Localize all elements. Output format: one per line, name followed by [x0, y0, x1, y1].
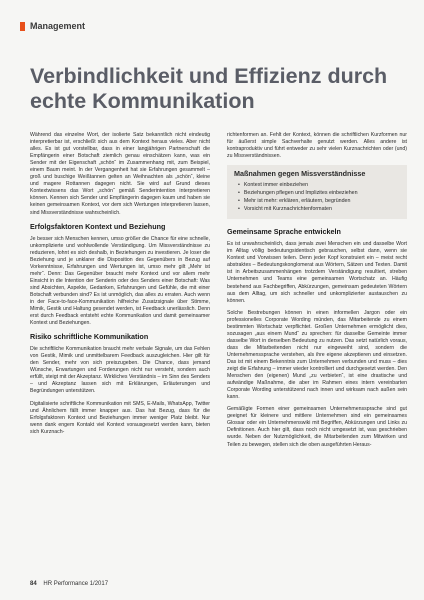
- page-footer: [30, 581, 108, 587]
- list-item: • Mehr ist mehr: erklären, erläutern, begründen: [238, 197, 400, 205]
- journal-name: HR Performance 1/2017: [43, 581, 109, 587]
- article-title: Verbindlichkeit und Effizienz durch echte Kommunikation: [30, 64, 388, 113]
- subheading-kontext: Erfolgsfaktoren Kontext und Beziehung: [30, 221, 166, 231]
- paragraph: Die schriftliche Kommunikation braucht mehr verbale Signale, um das Fehlen von Gestik, Mimik und unmittelbarem Feedback auszugleichen. Hier gilt für den Sender, mehr von sich preiszugeben. Die Chance, dass jemand Wünsche, Erwartungen und Forderungen nicht nur versteht, sondern auch erfüllt, steigt mit der Akzeptanz. Wirkliches Verständnis – im Sinn des Senders – und Akzeptanz lassen sich mit Erklärungen, Erläuterungen und Begründungen unterstützen.: [30, 346, 210, 395]
- list-item: • Vorsicht mit Kurznachrichtenformaten: [238, 205, 400, 213]
- intro-paragraph: Während das einzelne Wort, der isolierte Satz bekanntlich nicht eindeutig interpretierbar ist, erschließt sich aus dem Kontext heraus vieles. Aber nicht alles. Es ist gut vorstellbar, dass in einer langjährigen Partnerschaft die Empfängerin einer Botschaft ziemlich genau einschätzen kann, was ein Sender mit der Eigenschaft „schön“ im Zusammenhang mit, zum Beispiel, einem Baum meint. In der Vergangenheit hat sie Erfahrungen gesammelt – groß und buschige Weißtannen gelten an Weihnachten als „schön“, kleine und magere Rottannen dagegen nicht. Sie wird auf Grund dieses Kontextwissens das Wort „schön“ gemäß Senderintention interpretieren können. Kennen sich Sender und Empfängerin dagegen kaum und haben sie keinen gemeinsamen Kontext, vor dem sich Wertungen interpretieren lassen, sind Missverständnisse wahrscheinlich.: [30, 132, 210, 216]
- section-marker: [20, 22, 25, 31]
- info-box-title: Maßnahmen gegen Missverständnisse: [234, 169, 366, 179]
- paragraph: Es ist unwahrscheinlich, dass jemals zwei Menschen ein und dasselbe Wort im Alltag völlig bedeutungsidentisch gebrauchen, selbst dann, wenn sie Kontext und Vorwissen teilen. Denn jeder Kopf konstruiert ein – meist recht abstraktes – Bedeutungskonglomerat aus Wörtern, Sätzen und Texten. Damit ist in Arbeitszusammenhängen trotzdem Verständigung resultiert, streben Unternehmen und Teams eine gemeinsamen Wortschatz an. Häufig bestehend aus Fachbegriffen, Abkürzungen, gemeinsam gedeuteten Wörtern aus dem Alltag, um sich schneller und unkomplizierter austauschen zu können.: [227, 241, 407, 304]
- subheading-sprache: Gemeinsame Sprache entwickeln: [227, 227, 341, 237]
- paragraph: Gemäßigte Formen einer gemeinsamen Unternehmenssprache sind gut geeignet für kleinere und mittlere Unternehmen sind ein gemeinsames Glossar oder ein Unternehmenswiki mit Begriffen, Abkürzungen und Links zu Definitionen. Auch hier gilt, dass noch nicht umgesetzt ist, was geschrieben wurde. Neben der Nutzmöglichkeit, die Mitarbeitenden zum Mitwirken und Teilen zu bewegen, stellen sich die oben ausgeführten Heraus-: [227, 406, 407, 448]
- section-label: Management: [30, 21, 86, 31]
- subheading-risiko: Risiko schriftliche Kommunikation: [30, 332, 149, 342]
- paragraph: Solche Bestrebungen können in einen informellen Jargon oder ein professionelles Corporate Wording münden, das Mitarbeitende zu einem bestimmten Wortschatz verpflichtet. Großen Unternehmen ermöglicht dies, sozusagen „aus einem Mund“ zu sprechen: für dasselbe Gemeinte immer dasselbe Wort in derselben Bedeutung zu nutzen. Das setzt natürlich voraus, dass die Mitarbeitenden nicht nur eingeweiht sind, sondern die Unternehmenssprache verstehen, als ihre eigene akzeptieren und einsetzen. Das ist mit einem Bekenntnis zum Unternehmen verbunden und muss – dies zeigt die Erfahrung – immer wieder kontrolliert und durchgesetzt werden. Den Menschen den (eigenen) Mund „zu verbieten“, ist eine drastische und aufwändige Maßnahme, die aber im Rahmen eines intern vereinbarten Corporate Wording unterstützend nach innen und wirksam nach außen sein kann.: [227, 309, 407, 401]
- paragraph: richtenformen an. Fehlt der Kontext, können die schriftlichen Kurzformen nur für äußerst simple Sachverhalte genutzt werden. Alles andere ist kontraproduktiv und führt entweder zu sehr vielen Kurznachrichten oder (und) zu Missverständnissen.: [227, 132, 407, 160]
- paragraph: Je besser sich Menschen kennen, umso größer die Chance für eine schnelle, unkomplizierte und wohlwollende Verständigung. Um Missverständnisse zu reduzieren, lohnt es sich deshalb, in Beziehungen zu investieren. Je loser die Beziehung und je unklarer die Disposition des Gegenübers in Bezug auf Vorkenntnisse, Erfahrungen und Wertungen ist, umso mehr gilt „Mehr ist mehr“. Denn: Das Gegenüber braucht mehr Kontext und vor allem mehr Einsicht in die Intention der Senderin oder des Senders einer Botschaft: Was sind Absichten, Aspekte, Gedanken, Erfahrungen und Gefühle, die mit einer Botschaft verbunden sind? Es ist unmöglich, das alles zu erraten. Auch wenn in der Face-to-face-Kommunikation hilfreiche Zusatzsignale über Stimme, Mimik, Gestik und Haltung gesendet werden, ist Feedback unerlässlich. Denn erst durch Feedback entsteht echte Kommunikation und damit gemeinsamer Kontext und Beziehungen.: [30, 235, 210, 327]
- list-item: • Beziehungen pflegen und Implizites einbeziehen: [238, 189, 400, 197]
- info-box-list: [234, 181, 400, 213]
- info-box: [227, 165, 407, 219]
- right-column: [227, 132, 407, 454]
- left-column: [30, 132, 210, 441]
- page-number: 84: [30, 581, 37, 587]
- list-item: • Kontext immer einbeziehen: [238, 181, 400, 189]
- paragraph: Digitalisierte schriftliche Kommunikation mit SMS, E-Mails, WhatsApp, Twitter und Ähnlichem fällt immer knapper aus. Das hat Bezug, dass für die Erfolgsfaktoren Kontext und Beziehungen immer weniger Platz bleibt. Nur wenn dank engem Kontakt viel Kontext vorausgesetzt werden kann, bieten sich Kurznach-: [30, 400, 210, 435]
